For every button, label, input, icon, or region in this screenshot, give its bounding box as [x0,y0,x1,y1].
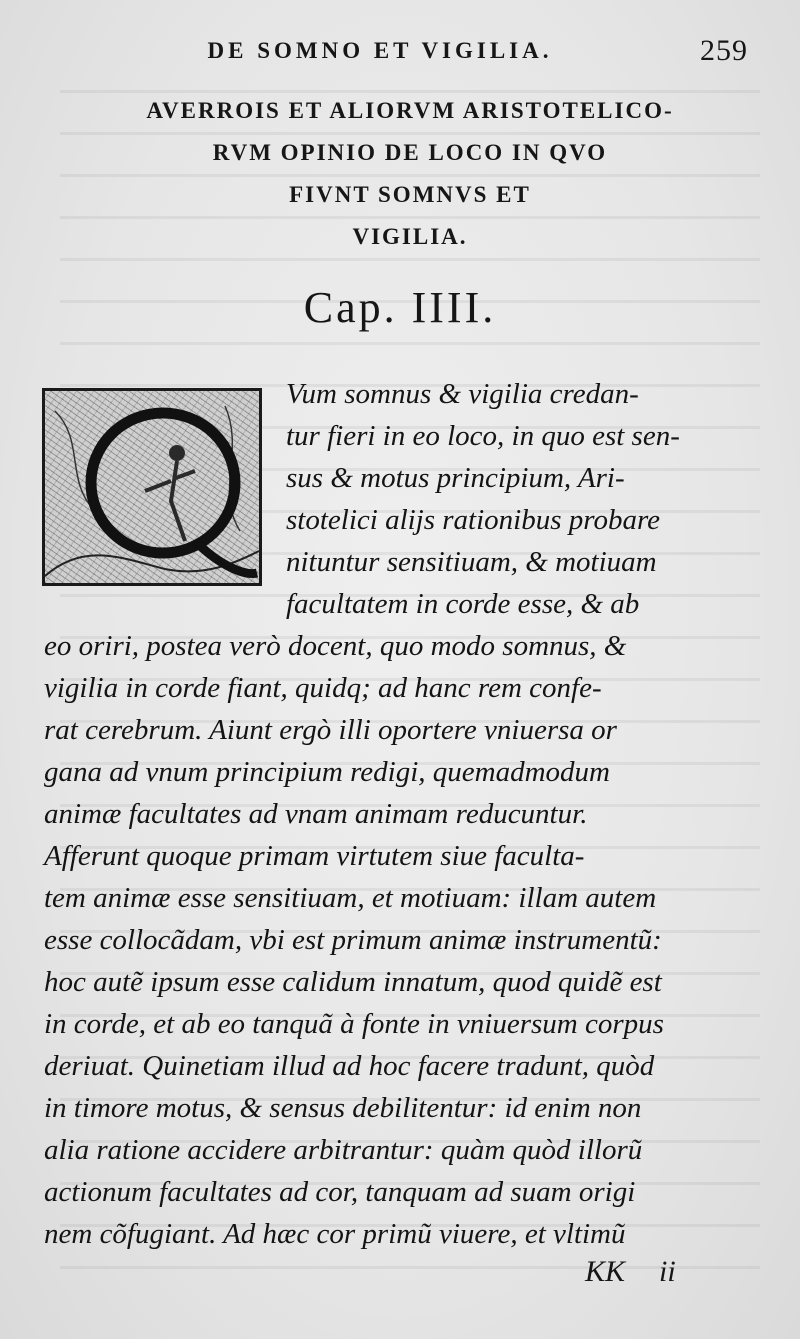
chapter-title [30,90,790,258]
chapter-title-line: FIVNT SOMNVS ET [289,182,531,207]
running-head: DE SOMNO ET VIGILIA. [207,38,553,63]
text-line: stotelici alijs rationibus probare [286,504,661,536]
text-line: animæ facultates ad vnam animam reducuntur. [44,798,588,830]
page-number: 259 [700,34,748,67]
chapter-title-line: AVERROIS ET ALIORVM ARISTOTELICO- [146,98,674,123]
text-line: esse collocãdam, vbi est primum animæ instrumentũ: [44,924,662,956]
decorated-initial [42,388,262,586]
chapter-heading: Cap. IIII. [303,283,497,332]
chapter-title-line: VIGILIA. [352,224,468,249]
text-line: rat cerebrum. Aiunt ergò illi oportere vniuersa or [44,714,617,746]
text-line: nituntur sensitiuam, & motiuam [286,546,657,578]
text-line: nem cõfugiant. Ad hæc cor primũ viuere, et vltimũ [44,1218,626,1250]
text-line: actionum facultates ad cor, tanquam ad suam origi [44,1176,636,1208]
text-line: gana ad vnum principium redigi, quemadmodum [44,756,610,788]
chapter-title-line: RVM OPINIO DE LOCO IN QVO [212,140,608,165]
decorated-initial-art [45,391,259,583]
signature-number: ii [659,1255,676,1288]
text-line: sus & motus principium, Ari- [286,462,625,494]
text-line: tur fieri in eo loco, in quo est sen- [286,420,680,452]
signature-letters: KK [585,1255,626,1288]
text-line: deriuat. Quinetiam illud ad hoc facere tradunt, quòd [44,1050,655,1082]
text-line: alia ratione accidere arbitrantur: quàm quòd illorũ [44,1134,643,1166]
text-line: vigilia in corde fiant, quidq; ad hanc rem confe- [44,672,602,704]
text-line: tem animæ esse sensitiuam, et motiuam: illam autem [44,882,657,914]
text-line: facultatem in corde esse, & ab [286,588,640,620]
text-line: in timore motus, & sensus debilitentur: id enim non [44,1092,642,1124]
signature-mark [585,1255,676,1289]
text-line: in corde, et ab eo tanquã à fonte in vniuersum corpus [44,1008,664,1040]
text-line: Vum somnus & vigilia credan- [286,378,639,410]
text-line: Afferunt quoque primam virtutem siue faculta- [44,840,585,872]
text-line: hoc autẽ ipsum esse calidum innatum, quod quidẽ est [44,966,662,998]
text-line: eo oriri, postea verò docent, quo modo somnus, & [44,630,627,662]
